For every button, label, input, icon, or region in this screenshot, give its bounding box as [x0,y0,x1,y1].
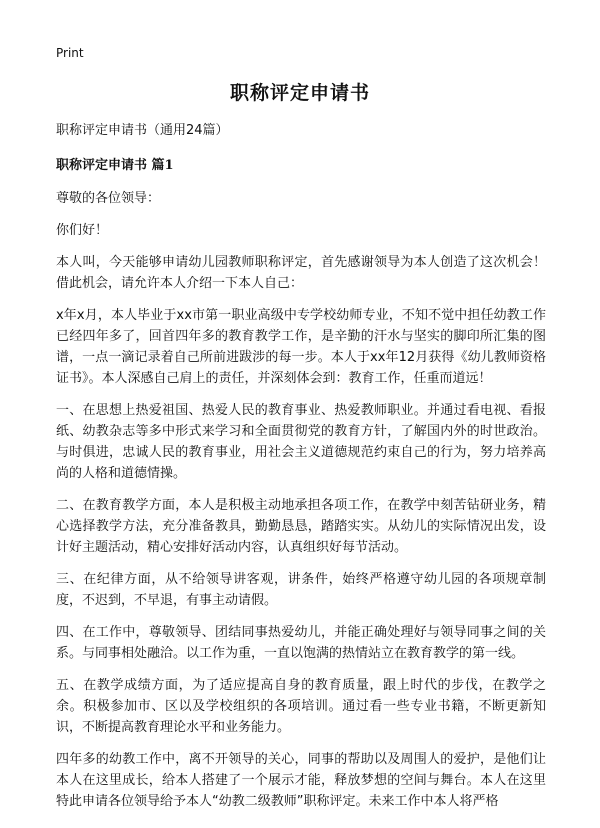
paragraph-intro: 本人叫，今天能够申请幼儿园教师职称评定，首先感谢领导为本人创造了这次机会！借此机会，请允许本人介绍一下本人自己： [56,255,546,291]
paragraph-closing: 四年多的幼教工作中，离不开领导的关心，同事的帮助以及周围人的爱护，是他们让本人在这里成长，给本人搭建了一个展示才能，释放梦想的空间与舞台。本人在这里特此申请各位领导给予本人“幼教二级教师”职称评定。未来工作中本人将严格 [56,752,546,809]
greeting: 你们好！ [56,223,109,238]
print-label: Print [56,46,84,60]
document-body [56,120,546,823]
paragraph-teaching: 二、在教育教学方面，本人是积极主动地承担各项工作，在教学中刻苦钻研业务，精心选择教学方法，充分准备教具，勤勤恳恳，踏踏实实。从幼儿的实际情况出发，设计好主题活动，精心安排好活动内容，认真组织好每节活动。 [56,498,546,555]
paragraph-work: 四、在工作中，尊敬领导、团结同事热爱幼儿，并能正确处理好与领导同事之间的关系。与同事相处融洽。以工作为重，一直以饱满的热情站立在教育教学的第一线。 [56,625,546,661]
paragraph-achievement: 五、在教学成绩方面，为了适应提高自身的教育质量，跟上时代的步伐，在教学之余。积极参加市、区以及学校组织的各项培训。通过看一些专业书籍，不断更新知识，不断提高教育理论水平和业务能力。 [56,678,546,735]
document-subtitle: 职称评定申请书（通用24篇） [56,123,229,138]
section-heading: 职称评定申请书 篇1 [56,158,174,173]
paragraph-ideology: 一、在思想上热爱祖国、热爱人民的教育事业、热爱教师职业。并通过看电视、看报纸、幼教杂志等多中形式来学习和全面贯彻党的教育方针，了解国内外的时世政治。与时俱进，忠诚人民的教育事业，用社会主义道德规范约束自己的行为，努力培养高尚的人格和道德情操。 [56,403,546,481]
paragraph-discipline: 三、在纪律方面，从不给领导讲客观，讲条件，始终严格遵守幼儿园的各项规章制度，不迟到，不早退，有事主动请假。 [56,572,546,608]
document-title: 职称评定申请书 [229,82,370,104]
salutation: 尊敬的各位领导： [56,191,161,206]
paragraph-background: x年x月，本人毕业于xx市第一职业高级中专学校幼师专业，不知不觉中担任幼教工作已经四年多了，回首四年多的教育教学工作，是辛勤的汗水与坚实的脚印所汇集的图谱，一点一滴记录着自己所前进跋涉的每一步。本人于xx年12月获得《幼儿教师资格证书》。本人深感自己肩上的责任，并深刻体会到：教育工作，任重而道远！ [56,308,546,386]
